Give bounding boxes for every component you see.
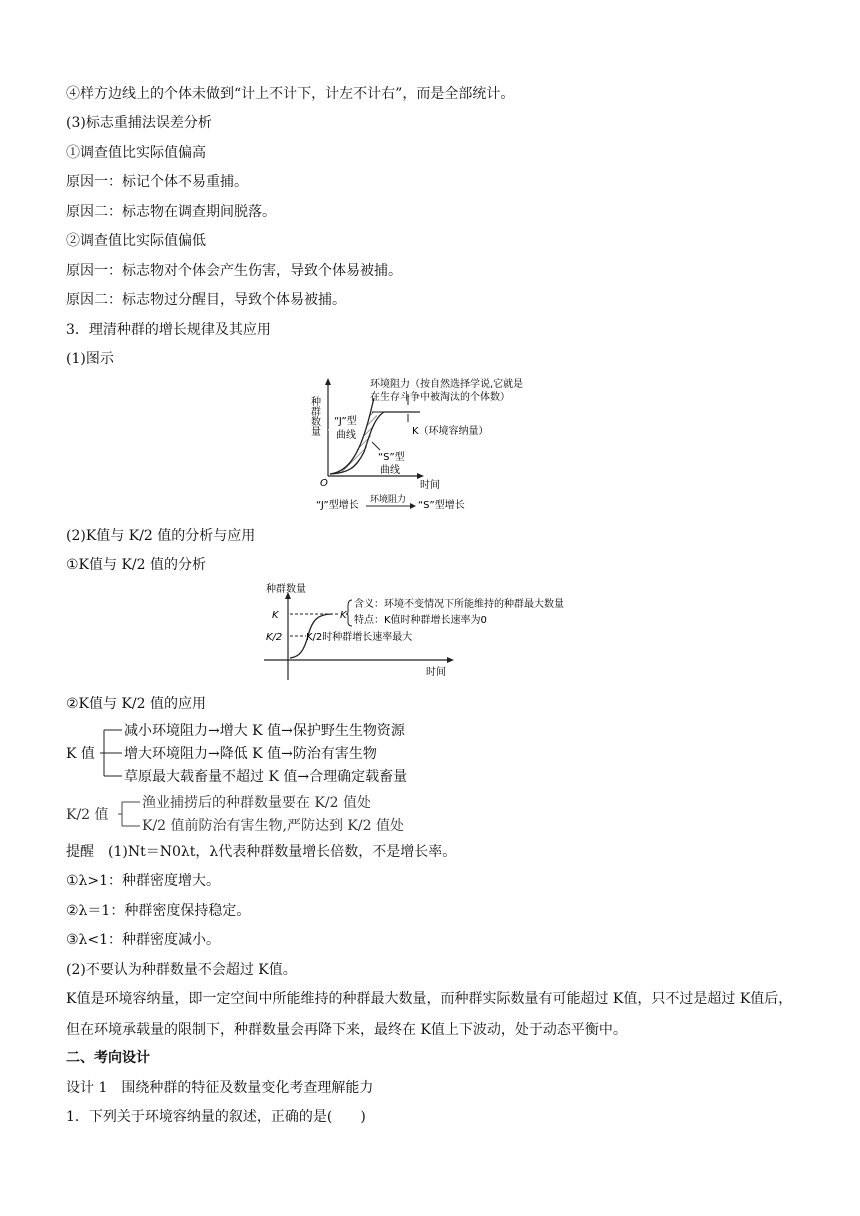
fig1-bottom-right: “S”型增长 [418, 500, 465, 511]
line-9: 3．理清种群的增长规律及其应用 [66, 322, 271, 338]
fig2-k-right: K [340, 610, 347, 621]
line-10: (1)图示 [66, 351, 114, 367]
fig1-origin: O [320, 478, 328, 489]
figure-j-s-curve [300, 372, 560, 522]
tip-3: ③λ<1：种群密度减小。 [66, 932, 221, 948]
y-axis-arrow [325, 378, 331, 385]
tree-k2-root: K/2 值 [66, 807, 109, 823]
line-13: ②K值与 K/2 值的应用 [66, 696, 206, 712]
fig2-k2: K/2 [266, 632, 283, 643]
fig1-resistance2: 在生存斗争中被淘汰的个体数） [370, 392, 510, 403]
line-4: 原因一：标记个体不易重捕。 [66, 174, 248, 190]
tip-1: ①λ>1：种群密度增大。 [66, 873, 221, 889]
fig1-bottom-arrowhead [410, 503, 416, 509]
k-paragraph: K值是环境容纳量，即一定空间中所能维持的种群最大数量，而种群实际数量有可能超过 K值，只不过是超过 K值后，但在环境承载量的限制下，种群数量会再降下来，最终在 K值上下波动，处于动态平衡中。 [66, 991, 793, 1038]
fig1-j-label2: 曲线 [336, 430, 356, 441]
tree-k-branch-1: 减小环境阻力→增大 K 值→保护野生生物资源 [124, 723, 405, 739]
line-3: ①调查值比实际值偏高 [66, 145, 206, 161]
tree-k2-lines [118, 792, 142, 838]
figure-k-value [260, 580, 600, 685]
tree-k2-branch-1: 渔业捕捞后的种群数量要在 K/2 值处 [142, 795, 371, 811]
fig2-x-arrow [447, 657, 454, 663]
line-1: ④样方边线上的个体未做到“计上不计下，计左不计右”，而是全部统计。 [66, 86, 515, 102]
fig2-meaning: 含义：环境不变情况下所能维持的种群最大数量 [354, 599, 564, 610]
k2-value-tree [66, 792, 486, 838]
line-11: (2)K值与 K/2 值的分析与应用 [66, 528, 256, 544]
fig1-bottom-left: “J”型增长 [316, 500, 359, 511]
tree-k-branch-3: 草原最大载畜量不超过 K 值→合理确定载畜量 [124, 769, 408, 785]
fig2-feature: 特点：K值时种群增长速率为0 [354, 615, 487, 626]
line-5: 原因二：标志物在调查期间脱落。 [66, 204, 276, 220]
fig2-brace [346, 600, 352, 626]
tip-2: ②λ＝1：种群密度保持稳定。 [66, 903, 251, 919]
s-pointer [372, 442, 380, 450]
design-1-heading: 设计 1 围绕种群的特征及数量变化考查理解能力 [66, 1080, 374, 1096]
line-2: (3)标志重捕法误差分析 [66, 115, 212, 131]
fig2-k: K [272, 610, 279, 621]
fig1-j-label: “J”型 [334, 416, 357, 427]
fig1-k-label: K（环境容纳量） [412, 426, 489, 437]
fig1-s-label: “S”型 [378, 452, 405, 463]
line-12: ①K值与 K/2 值的分析 [66, 557, 206, 573]
fig1-resistance: 环境阻力（按自然选择学说,它就是 [370, 379, 524, 390]
k-value-tree [66, 720, 486, 786]
x-axis-arrow [417, 473, 424, 479]
line-8: 原因二：标志物过分醒目，导致个体易被捕。 [66, 292, 346, 308]
line-6: ②调查值比实际值偏低 [66, 233, 206, 249]
fig1-xlabel: 时间 [420, 480, 440, 491]
tip-line: 提醒 (1)Nt＝N0λt，λ代表种群数量增长倍数，不是增长率。 [66, 844, 457, 860]
tree-k2-branch-2: K/2 值前防治有害生物,严防达到 K/2 值处 [142, 818, 404, 834]
fig1-s-label2: 曲线 [380, 465, 400, 476]
section-2-heading: 二、考向设计 [66, 1050, 150, 1066]
fig2-xlabel: 时间 [426, 667, 446, 678]
question-1: 1．下列关于环境容纳量的叙述，正确的是( ) [66, 1109, 366, 1125]
fig1-arrow-label: 环境阻力 [370, 495, 407, 505]
tree-k-branch-2: 增大环境阻力→降低 K 值→防治有害生物 [124, 746, 377, 762]
fig1-ylabel: 种群数量 [308, 396, 320, 436]
tree-k-lines [100, 720, 124, 786]
fig2-k2-note: K/2时种群增长速率最大 [306, 632, 413, 643]
tree-k-root: K 值 [66, 746, 95, 762]
tip-4: (2)不要认为种群数量不会超过 K值。 [66, 962, 297, 978]
line-7: 原因一：标志物对个体会产生伤害，导致个体易被捕。 [66, 263, 402, 279]
fig2-ylabel: 种群数量 [266, 584, 306, 595]
